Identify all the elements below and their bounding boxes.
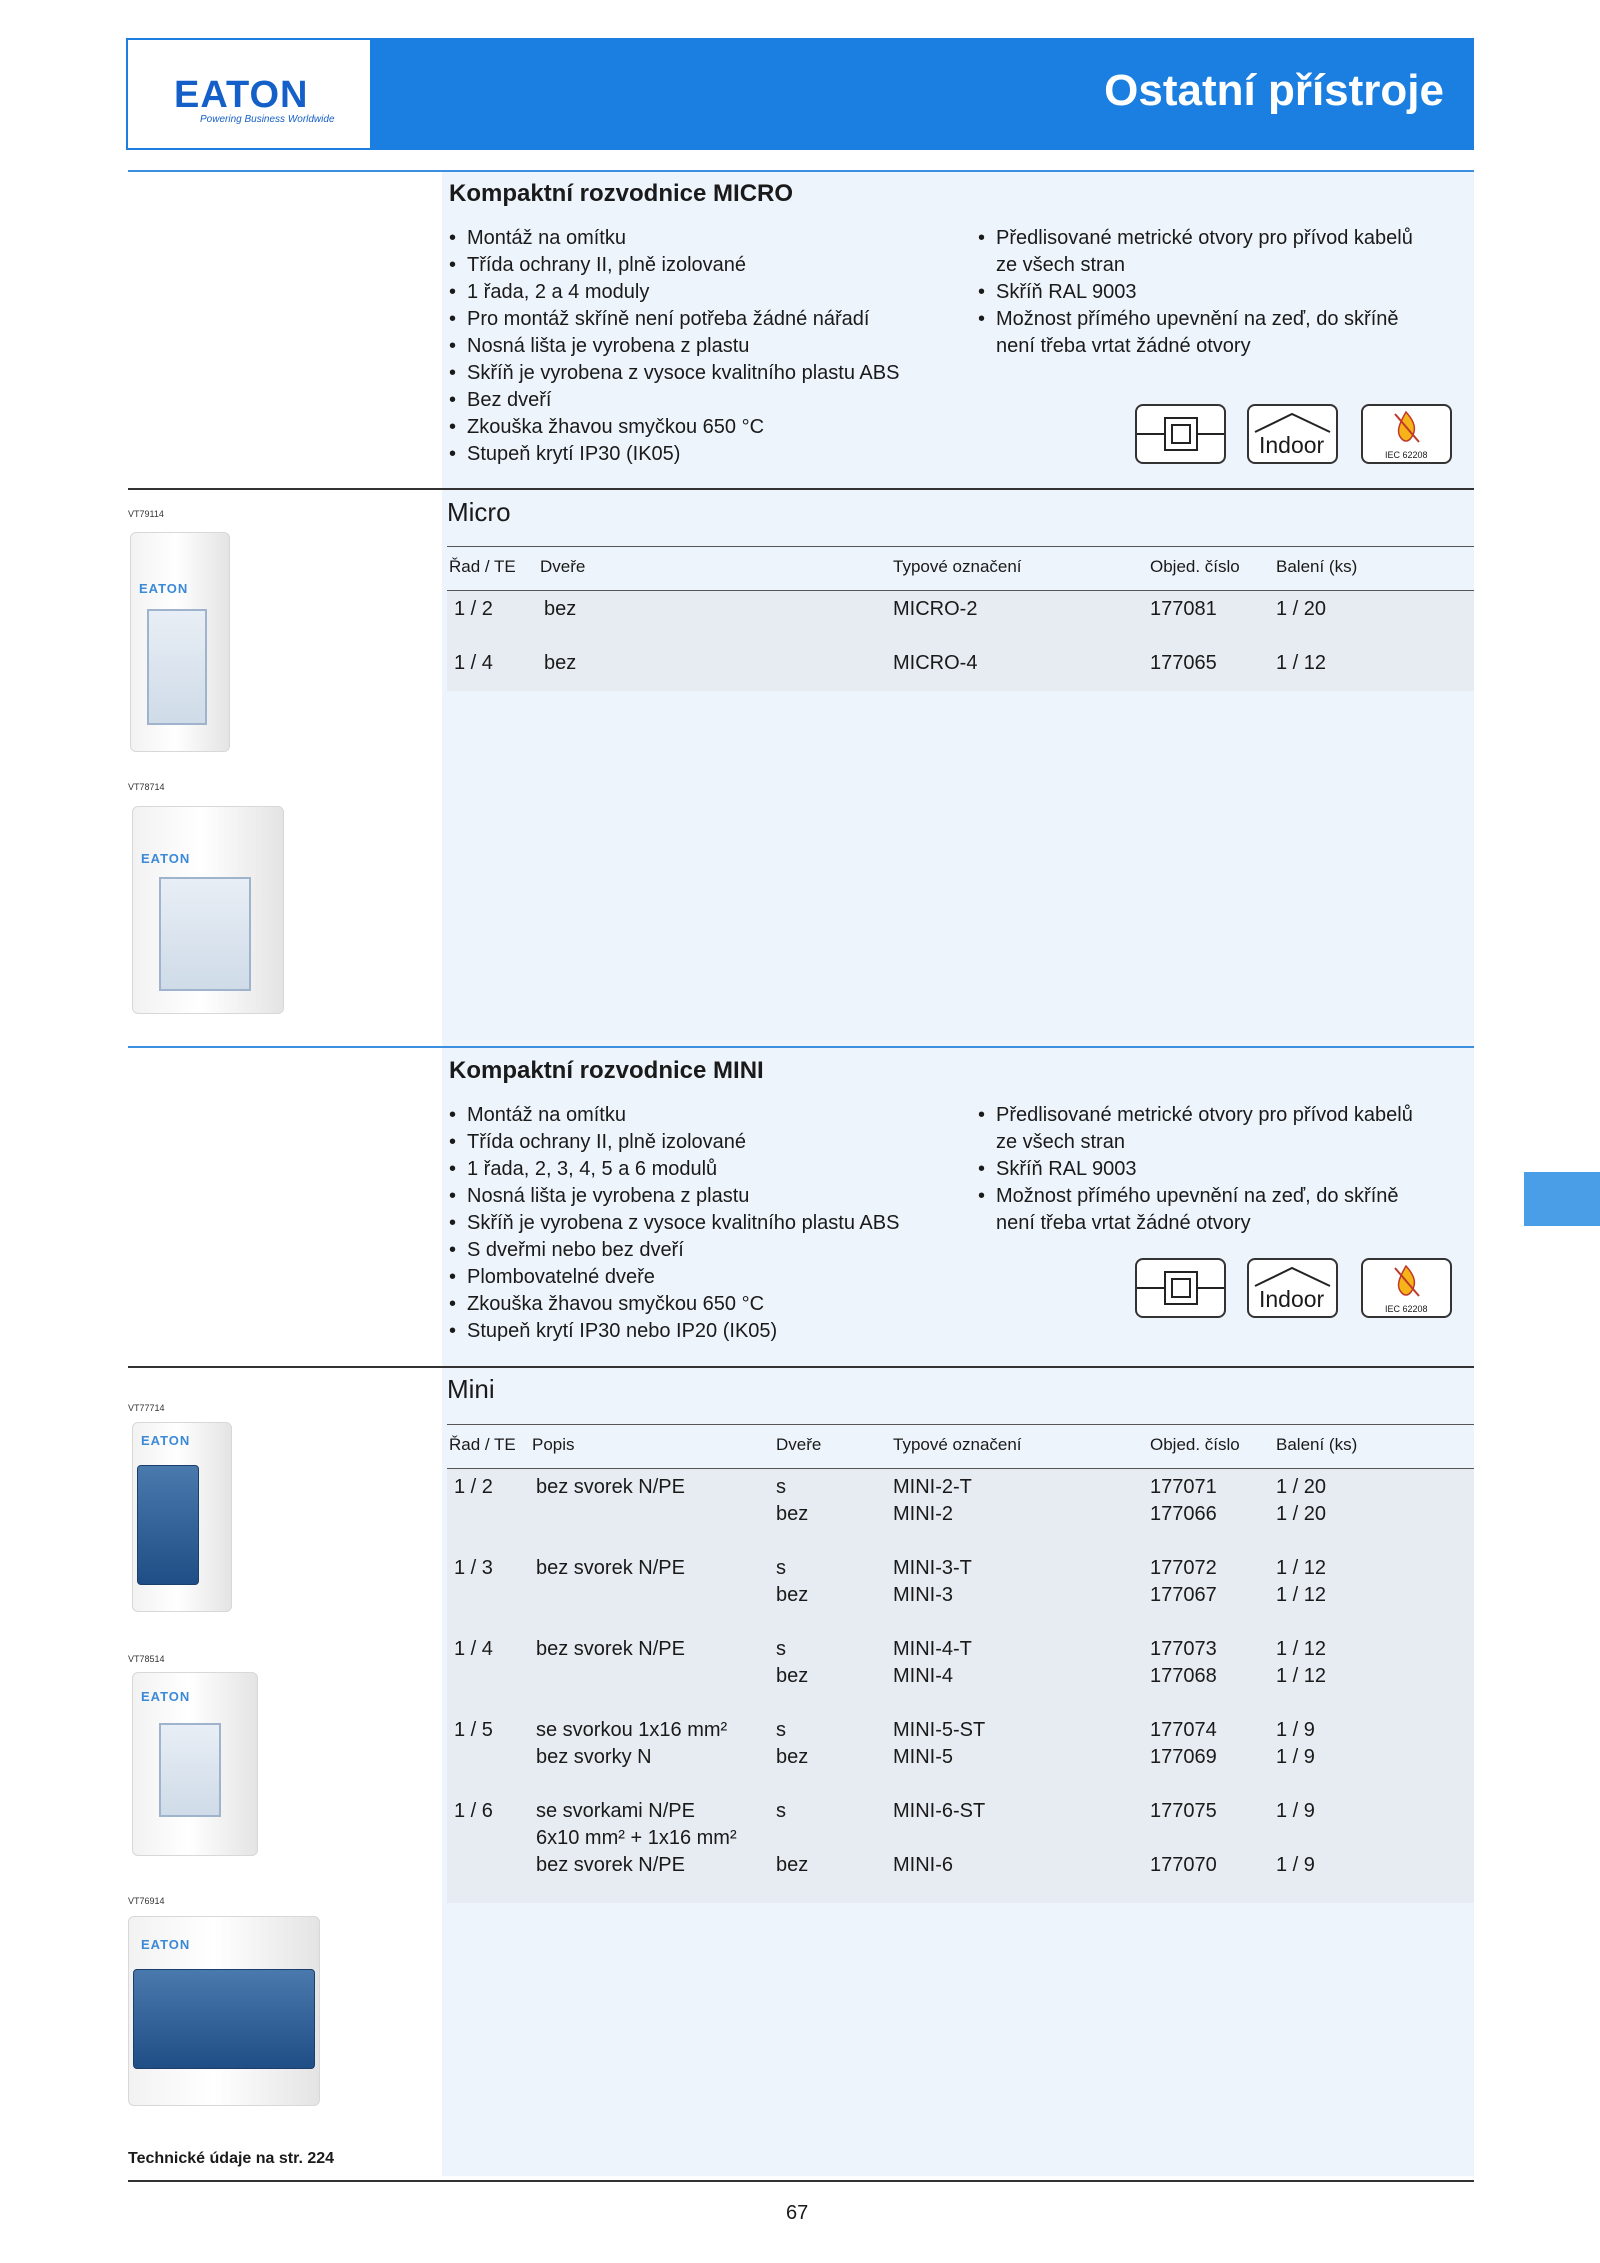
feature-item: • Stupeň krytí IP30 nebo IP20 (IK05) xyxy=(449,1318,969,1345)
table-header-cell: Dveře xyxy=(776,1435,822,1454)
enclosure-logo: EATON xyxy=(141,1433,191,1448)
feature-item: • Skříň je vyrobena z vysoce kvalitního plastu ABS xyxy=(449,360,969,387)
enclosure-logo: EATON xyxy=(141,1937,191,1952)
mini-6-enclosure-image xyxy=(128,1916,320,2106)
table-cell: MICRO-2 xyxy=(893,598,978,620)
table-cell: 1 / 12 xyxy=(1276,1665,1327,1687)
table-cell: 1 / 4 xyxy=(454,652,493,674)
table-cell: 1 / 9 xyxy=(1276,1719,1315,1741)
table-cell: MICRO-4 xyxy=(893,652,978,674)
photo-caption: VT78714 xyxy=(128,782,165,792)
photo-caption: VT77714 xyxy=(128,1403,165,1413)
indoor-symbol xyxy=(1247,1258,1338,1318)
table-cell: MINI-3-T xyxy=(893,1557,972,1579)
feature-item: • S dveřmi nebo bez dveří xyxy=(449,1237,969,1264)
feature-item: • Nosná lišta je vyrobena z plastu xyxy=(449,1183,969,1210)
table-cell: 177067 xyxy=(1150,1584,1217,1606)
table-cell: 1 / 2 xyxy=(454,1476,493,1498)
table-cell: 177075 xyxy=(1150,1800,1217,1822)
table-cell: s xyxy=(776,1719,786,1741)
feature-item: • Nosná lišta je vyrobena z plastu xyxy=(449,333,969,360)
table-cell: 177073 xyxy=(1150,1638,1217,1660)
micro-features-right xyxy=(978,225,1468,360)
table-cell: 1 / 9 xyxy=(1276,1746,1315,1768)
table-cell: 177081 xyxy=(1150,598,1217,620)
table-cell: s xyxy=(776,1476,786,1498)
table-cell: 1 / 20 xyxy=(1276,1503,1327,1525)
table-cell: MINI-2-T xyxy=(893,1476,972,1498)
table-cell: MINI-6 xyxy=(893,1854,953,1876)
table-cell: se svorkou 1x16 mm² xyxy=(536,1719,728,1741)
feature-item: • Zkouška žhavou smyčkou 650 °C xyxy=(449,1291,969,1318)
tech-data-note: Technické údaje na str. 224 xyxy=(128,2150,335,2167)
photo-caption: VT76914 xyxy=(128,1896,165,1906)
feature-item: ze všech stran xyxy=(996,1131,1125,1153)
table-header-cell: Objed. číslo xyxy=(1150,1435,1240,1454)
table-cell: MINI-6-ST xyxy=(893,1800,986,1822)
iec-symbol xyxy=(1361,404,1452,464)
feature-item: • Montáž na omítku xyxy=(449,1102,969,1129)
table-cell: bez svorek N/PE xyxy=(536,1854,685,1876)
micro-2-enclosure-image xyxy=(130,532,230,752)
table-cell: 1 / 5 xyxy=(454,1719,493,1741)
iec-symbol xyxy=(1361,1258,1452,1318)
table-cell: 177065 xyxy=(1150,652,1217,674)
table-cell: 177071 xyxy=(1150,1476,1217,1498)
feature-item: • Montáž na omítku xyxy=(449,225,969,252)
table-cell: 177066 xyxy=(1150,1503,1217,1525)
chapter-tab xyxy=(1524,1172,1600,1226)
mini-4-enclosure-image xyxy=(132,1672,258,1856)
logo-wordmark: EATON xyxy=(174,74,309,116)
mini-table-top-rule xyxy=(447,1424,1474,1425)
iec-label: IEC 62208 xyxy=(1385,450,1428,460)
mini-subtitle: Mini xyxy=(447,1374,495,1404)
enclosure-logo: EATON xyxy=(139,581,189,596)
table-cell: 1 / 9 xyxy=(1276,1854,1315,1876)
table-cell: bez xyxy=(776,1854,809,1876)
mini-2-enclosure-image xyxy=(132,1422,232,1612)
table-cell: 1 / 20 xyxy=(1276,598,1327,620)
feature-item: • Skříň RAL 9003 xyxy=(978,1156,1468,1183)
table-cell: 1 / 4 xyxy=(454,1638,493,1660)
feature-item: • Pro montáž skříně není potřeba žádné nářadí xyxy=(449,306,969,333)
table-cell: bez xyxy=(776,1665,809,1687)
micro-4-enclosure-image xyxy=(132,806,284,1014)
feature-item: ze všech stran xyxy=(996,254,1125,276)
table-cell: 1 / 20 xyxy=(1276,1476,1327,1498)
table-header-cell: Objed. číslo xyxy=(1150,557,1240,576)
enclosure-logo: EATON xyxy=(141,851,191,866)
micro-table-top-rule xyxy=(447,546,1474,547)
page-title: Ostatní přístroje xyxy=(1104,66,1444,115)
iec-label: IEC 62208 xyxy=(1385,1304,1428,1314)
table-header-cell: Popis xyxy=(532,1435,575,1454)
table-cell: 1 / 2 xyxy=(454,598,493,620)
page-number: 67 xyxy=(786,2202,809,2224)
flame-crossed-icon xyxy=(1363,406,1450,450)
table-header-cell: Dveře xyxy=(540,557,586,576)
table-cell: 1 / 3 xyxy=(454,1557,493,1579)
table-cell: 177074 xyxy=(1150,1719,1217,1741)
table-cell: bez svorek N/PE xyxy=(536,1638,685,1660)
table-cell: 6x10 mm² + 1x16 mm² xyxy=(536,1827,737,1849)
indoor-label: Indoor xyxy=(1259,1286,1325,1312)
feature-item: • Stupeň krytí IP30 (IK05) xyxy=(449,441,969,468)
table-cell: bez xyxy=(776,1503,809,1525)
mini-features-left xyxy=(449,1102,969,1345)
table-cell: 177070 xyxy=(1150,1854,1217,1876)
indoor-label: Indoor xyxy=(1259,432,1325,458)
logo-tagline: Powering Business Worldwide xyxy=(200,114,335,125)
feature-item: • Předlisované metrické otvory pro přívod kabelů xyxy=(978,225,1468,252)
table-header-cell: Balení (ks) xyxy=(1276,557,1358,576)
table-cell: 1 / 12 xyxy=(1276,652,1327,674)
feature-item: není třeba vrtat žádné otvory xyxy=(996,335,1251,357)
table-cell: MINI-4 xyxy=(893,1665,953,1687)
table-cell: 177068 xyxy=(1150,1665,1217,1687)
table-header-cell: Typové označení xyxy=(893,1435,1022,1454)
double-square-icon xyxy=(1137,1260,1224,1316)
feature-item: • Plombovatelné dveře xyxy=(449,1264,969,1291)
class-ii-symbol xyxy=(1135,1258,1226,1318)
photo-caption: VT78514 xyxy=(128,1654,165,1664)
feature-item: • Bez dveří xyxy=(449,387,969,414)
table-cell: MINI-5-ST xyxy=(893,1719,986,1741)
table-header-cell: Řad / TE xyxy=(449,1435,516,1454)
table-cell: 1 / 12 xyxy=(1276,1557,1327,1579)
table-cell: 1 / 12 xyxy=(1276,1638,1327,1660)
double-square-icon xyxy=(1137,406,1224,462)
micro-subtitle: Micro xyxy=(447,497,511,527)
feature-item: • Třída ochrany II, plně izolované xyxy=(449,252,969,279)
table-cell: 1 / 9 xyxy=(1276,1800,1315,1822)
table-cell: s xyxy=(776,1800,786,1822)
table-cell: se svorkami N/PE xyxy=(536,1800,695,1822)
feature-item: • Skříň je vyrobena z vysoce kvalitního plastu ABS xyxy=(449,1210,969,1237)
feature-item: • 1 řada, 2, 3, 4, 5 a 6 modulů xyxy=(449,1156,969,1183)
table-header-cell: Řad / TE xyxy=(449,557,516,576)
table-cell: bez xyxy=(544,652,577,674)
feature-item: není třeba vrtat žádné otvory xyxy=(996,1212,1251,1234)
table-cell: bez xyxy=(776,1584,809,1606)
indoor-symbol xyxy=(1247,404,1338,464)
title-bar xyxy=(372,38,1474,150)
table-cell: s xyxy=(776,1557,786,1579)
table-cell: bez svorek N/PE xyxy=(536,1476,685,1498)
feature-item: • Třída ochrany II, plně izolované xyxy=(449,1129,969,1156)
table-header-cell: Balení (ks) xyxy=(1276,1435,1358,1454)
eaton-logo xyxy=(126,38,372,150)
table-cell: MINI-5 xyxy=(893,1746,953,1768)
table-cell: bez xyxy=(544,598,577,620)
photo-caption: VT79114 xyxy=(128,509,164,519)
table-header-cell: Typové označení xyxy=(893,557,1022,576)
table-cell: MINI-2 xyxy=(893,1503,953,1525)
feature-item: • Možnost přímého upevnění na zeď, do skříně xyxy=(978,306,1468,333)
table-cell: bez xyxy=(776,1746,809,1768)
table-cell: 177072 xyxy=(1150,1557,1217,1579)
feature-item: • Možnost přímého upevnění na zeď, do skříně xyxy=(978,1183,1468,1210)
feature-item: • Předlisované metrické otvory pro přívod kabelů xyxy=(978,1102,1468,1129)
feature-item: • Zkouška žhavou smyčkou 650 °C xyxy=(449,414,969,441)
class-ii-symbol xyxy=(1135,404,1226,464)
micro-section-title: Kompaktní rozvodnice MICRO xyxy=(449,180,794,207)
feature-item: • Skříň RAL 9003 xyxy=(978,279,1468,306)
mini-features-right xyxy=(978,1102,1468,1237)
feature-item: • 1 řada, 2 a 4 moduly xyxy=(449,279,969,306)
table-cell: bez svorek N/PE xyxy=(536,1557,685,1579)
table-cell: 177069 xyxy=(1150,1746,1217,1768)
table-cell: MINI-3 xyxy=(893,1584,953,1606)
table-cell: 1 / 6 xyxy=(454,1800,493,1822)
flame-crossed-icon xyxy=(1363,1260,1450,1304)
table-cell: s xyxy=(776,1638,786,1660)
table-cell: 1 / 12 xyxy=(1276,1584,1327,1606)
table-cell: MINI-4-T xyxy=(893,1638,972,1660)
footer-rule xyxy=(128,2180,1474,2182)
enclosure-logo: EATON xyxy=(141,1689,191,1704)
mini-section-title: Kompaktní rozvodnice MINI xyxy=(449,1057,764,1084)
table-cell: bez svorky N xyxy=(536,1746,652,1768)
micro-features-left xyxy=(449,225,969,468)
